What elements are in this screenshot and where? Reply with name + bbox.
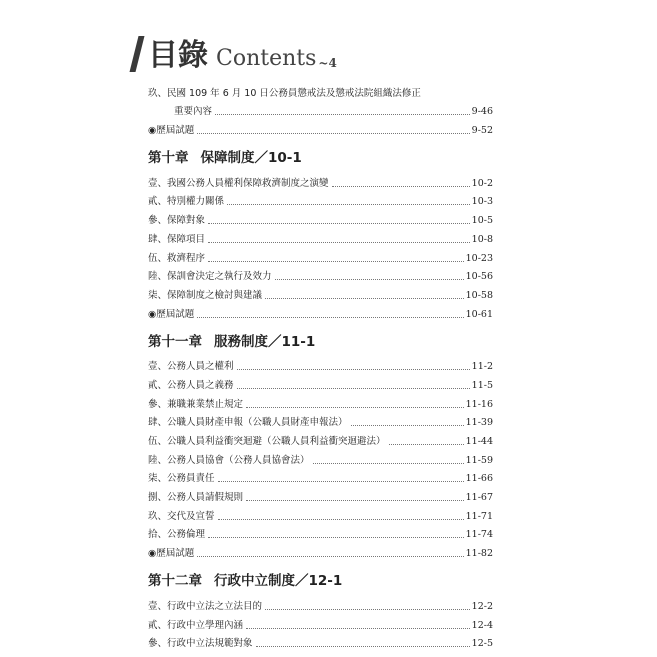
toc-entry-page: 10-56 bbox=[465, 271, 493, 283]
leader-dots bbox=[208, 223, 470, 224]
toc-entry-label: 捌、公務人員請假規則 bbox=[148, 492, 244, 504]
toc-entry-label: 肆、公職人員財產申報（公職人員財產申報法） bbox=[148, 417, 348, 429]
toc-entry bbox=[148, 412, 493, 431]
table-of-contents bbox=[148, 82, 493, 651]
toc-entry-page: 10-58 bbox=[465, 289, 493, 301]
toc-entry-page: 11-82 bbox=[465, 548, 493, 560]
toc-entry bbox=[148, 209, 493, 228]
toc-entry-page: 10-61 bbox=[465, 308, 493, 320]
leader-dots bbox=[197, 133, 469, 134]
toc-entry-page: 11-71 bbox=[465, 510, 493, 522]
page-number: ~4 bbox=[318, 56, 337, 70]
toc-entry-label: ◉歷屆試題 bbox=[148, 125, 195, 137]
toc-entry-label: 柒、公務員責任 bbox=[148, 473, 215, 485]
toc-entry-label: 參、兼職兼業禁止規定 bbox=[148, 398, 244, 410]
toc-entry bbox=[148, 374, 493, 393]
toc-entry-page: 12-5 bbox=[471, 638, 493, 650]
toc-entry bbox=[148, 595, 493, 614]
chapter-number: 第十章 bbox=[148, 150, 189, 167]
leader-dots bbox=[313, 463, 464, 464]
toc-entry-page: 11-59 bbox=[465, 454, 493, 466]
toc-entry-page: 12-2 bbox=[471, 600, 493, 612]
toc-entry-page: 11-74 bbox=[465, 529, 493, 541]
toc-entry-label: 貳、行政中立學理內涵 bbox=[148, 619, 244, 631]
toc-entry bbox=[148, 524, 493, 543]
leader-dots bbox=[237, 388, 470, 389]
toc-entry bbox=[148, 468, 493, 487]
toc-entry bbox=[148, 614, 493, 633]
toc-entry-page: 11-44 bbox=[465, 436, 493, 447]
leader-dots bbox=[265, 609, 470, 610]
toc-entry-label: 玖、交代及宣誓 bbox=[148, 510, 215, 522]
page-title: 目錄 bbox=[148, 38, 208, 73]
leader-dots bbox=[246, 407, 464, 408]
leader-dots bbox=[351, 425, 464, 426]
toc-entry-page: 10-5 bbox=[471, 215, 493, 227]
toc-entry-label: 壹、行政中立法之立法目的 bbox=[148, 600, 263, 612]
toc-entry-label: 貳、特別權力關係 bbox=[148, 196, 225, 208]
toc-entry-page: 11-67 bbox=[465, 492, 493, 504]
toc-entry bbox=[148, 247, 493, 266]
leader-dots bbox=[265, 298, 464, 299]
toc-entry-page: 10-3 bbox=[471, 196, 493, 208]
toc-entry bbox=[148, 101, 493, 120]
toc-entry-label: 重要內容 bbox=[174, 106, 213, 118]
toc-entry-label: 肆、保障項目 bbox=[148, 233, 206, 245]
leader-dots bbox=[246, 628, 470, 629]
chapter-heading bbox=[148, 325, 493, 355]
toc-entry bbox=[148, 633, 493, 652]
leader-dots bbox=[227, 204, 470, 205]
toc-entry-label: 參、行政中立法規範對象 bbox=[148, 638, 253, 650]
toc-entry-page: 11-66 bbox=[465, 473, 493, 485]
toc-entry-label: 參、保障對象 bbox=[148, 215, 206, 227]
leader-dots bbox=[256, 646, 470, 647]
toc-entry-page: 12-4 bbox=[471, 619, 493, 631]
toc-entry-label: 陸、公務人員協會（公務人員協會法） bbox=[148, 454, 310, 466]
chapter-number: 第十一章 bbox=[148, 333, 202, 350]
toc-entry-page: 11-16 bbox=[465, 398, 493, 410]
toc-entry-label: 柒、保障制度之檢討與建議 bbox=[148, 289, 263, 301]
toc-entry bbox=[148, 505, 493, 524]
toc-entry bbox=[148, 284, 493, 303]
leader-dots bbox=[246, 500, 464, 501]
toc-entry bbox=[148, 119, 493, 138]
leader-dots bbox=[389, 444, 464, 445]
toc-entry-label: 壹、我國公務人員權利保障救濟制度之演變 bbox=[148, 177, 329, 189]
toc-entry-page: 10-8 bbox=[471, 233, 493, 245]
toc-entry-page: 9-46 bbox=[471, 106, 493, 118]
toc-entry bbox=[148, 393, 493, 412]
chapter-heading bbox=[148, 141, 493, 171]
toc-entry-page: 11-39 bbox=[465, 417, 493, 429]
toc-entry bbox=[148, 172, 493, 191]
toc-entry-label: 陸、保訓會決定之執行及效力 bbox=[148, 271, 272, 283]
chapter-title: 保障制度／10-1 bbox=[200, 150, 302, 167]
toc-entry-label: 伍、救濟程序 bbox=[148, 252, 206, 264]
toc-entry-label: 貳、公務人員之義務 bbox=[148, 379, 234, 391]
leader-dots bbox=[332, 186, 470, 187]
toc-entry bbox=[148, 228, 493, 247]
toc-entry-page: 9-52 bbox=[471, 125, 493, 137]
toc-entry bbox=[148, 542, 493, 561]
page-header bbox=[134, 34, 337, 74]
toc-entry-label: ◉歷屆試題 bbox=[148, 548, 195, 560]
chapter-title: 服務制度／11-1 bbox=[214, 333, 316, 350]
toc-entry-page: 10-23 bbox=[465, 252, 493, 264]
toc-entry bbox=[148, 82, 493, 101]
leader-dots bbox=[218, 519, 464, 520]
leader-dots bbox=[197, 556, 463, 557]
leader-dots bbox=[208, 537, 464, 538]
toc-entry bbox=[148, 266, 493, 285]
toc-entry bbox=[148, 303, 493, 322]
leader-dots bbox=[218, 481, 464, 482]
toc-entry-page: 10-2 bbox=[471, 177, 493, 189]
chapter-title: 行政中立制度／12-1 bbox=[214, 573, 343, 590]
toc-entry-label: 伍、公職人員利益衝突迴避（公職人員利益衝突迴避法） bbox=[148, 436, 386, 447]
leader-dots bbox=[275, 279, 464, 280]
title-slash-mark bbox=[130, 36, 145, 72]
leader-dots bbox=[208, 261, 464, 262]
leader-dots bbox=[208, 242, 470, 243]
toc-entry-label: 拾、公務倫理 bbox=[148, 529, 206, 541]
leader-dots bbox=[237, 369, 470, 370]
toc-entry-page: 11-2 bbox=[471, 361, 493, 373]
toc-entry-label: ◉歷屆試題 bbox=[148, 308, 195, 320]
leader-dots bbox=[197, 317, 463, 318]
toc-entry-page: 11-5 bbox=[471, 379, 493, 391]
toc-entry-label: 壹、公務人員之權利 bbox=[148, 361, 234, 373]
toc-entry-label: 玖、民國 109 年 6 月 10 日公務員懲戒法及懲戒法院組織法修正 bbox=[148, 87, 421, 99]
chapter-number: 第十二章 bbox=[148, 573, 202, 590]
chapter-heading bbox=[148, 564, 493, 594]
toc-entry bbox=[148, 191, 493, 210]
toc-entry bbox=[148, 356, 493, 375]
leader-dots bbox=[215, 114, 470, 115]
toc-entry bbox=[148, 430, 493, 449]
toc-entry bbox=[148, 486, 493, 505]
toc-entry bbox=[148, 449, 493, 468]
page-title-english: Contents bbox=[216, 46, 317, 71]
